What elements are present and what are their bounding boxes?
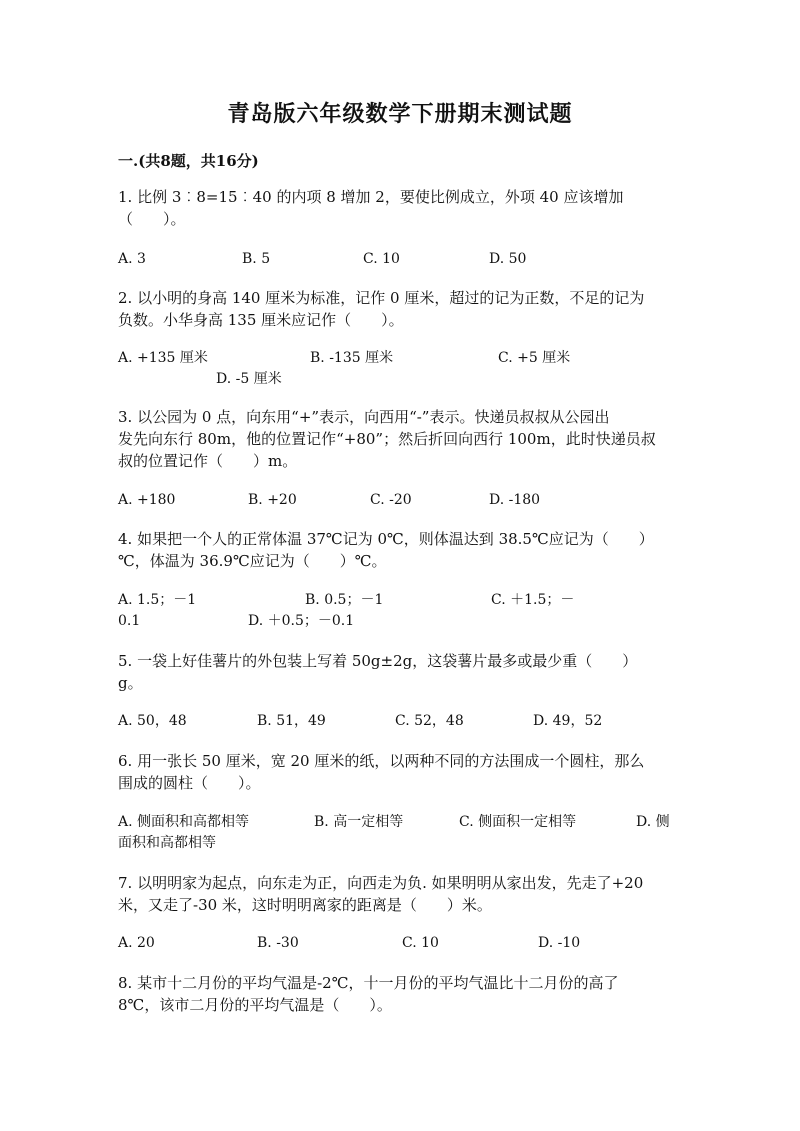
question-4-line-2: ℃，体温为 36.9℃应记为（ ）℃。 [118, 552, 387, 570]
question-7-line-2: 米，又走了-30 米，这时明明离家的距离是（ ）米。 [118, 896, 492, 914]
question-3 [118, 406, 678, 472]
question-3-line-2: 发先向东行 80m，他的位置记作“+80”；然后折回向西行 100m，此时快递员叔 [118, 430, 656, 448]
q5-option-a[interactable]: A. 50，48 [118, 713, 187, 729]
page-title: 青岛版六年级数学下册期末测试题 [227, 101, 573, 127]
q1-option-b[interactable]: B. 5 [242, 251, 271, 267]
question-7 [118, 872, 678, 916]
question-3-line-1: 3. 以公园为 0 点，向东用“+”表示，向西用“-”表示。快递员叔叔从公园出 [118, 408, 610, 426]
question-2-line-2: 负数。小华身高 135 厘米应记作（ ）。 [118, 311, 404, 329]
question-5-line-1: 5. 一袋上好佳薯片的外包装上写着 50g±2g，这袋薯片最多或最少重（ ） [118, 652, 638, 670]
q2-option-c[interactable]: C. +5 厘米 [498, 350, 571, 366]
q4-option-c[interactable]: C. ＋1.5；－ [491, 592, 575, 608]
question-2 [118, 287, 678, 331]
q5-option-c[interactable]: C. 52，48 [395, 713, 464, 729]
q7-option-b[interactable]: B. -30 [257, 935, 299, 951]
q1-option-a[interactable]: A. 3 [118, 251, 146, 267]
q6-option-a[interactable]: A. 侧面积和高都相等 [118, 814, 250, 830]
q3-option-d[interactable]: D. -180 [489, 492, 541, 508]
question-1-line-1: 1. 比例 3︰8=15︰40 的内项 8 增加 2，要使比例成立，外项 40 应该增加 [118, 188, 624, 206]
question-1 [118, 186, 678, 230]
question-4 [118, 528, 678, 572]
q4-option-b[interactable]: B. 0.5；－1 [305, 592, 384, 608]
question-8 [118, 972, 678, 1016]
question-6-line-2: 围成的圆柱（ ）。 [118, 774, 261, 792]
question-6 [118, 750, 678, 794]
q5-option-d[interactable]: D. 49，52 [533, 713, 603, 729]
question-5-line-2: g。 [118, 674, 143, 692]
section-heading: 一.(共8题，共16分) [118, 152, 259, 170]
question-8-line-2: 8℃，该市二月份的平均气温是（ ）。 [118, 996, 392, 1014]
q5-option-b[interactable]: B. 51，49 [257, 713, 326, 729]
question-6-line-1: 6. 用一张长 50 厘米，宽 20 厘米的纸，以两种不同的方法围成一个圆柱，那么 [118, 752, 645, 770]
q7-option-c[interactable]: C. 10 [402, 935, 439, 951]
q1-option-d[interactable]: D. 50 [489, 251, 527, 267]
q6-option-b[interactable]: B. 高一定相等 [314, 814, 404, 830]
q6-option-d-cont: 面积和高都相等 [118, 835, 216, 851]
question-2-line-1: 2. 以小明的身高 140 厘米为标准，记作 0 厘米，超过的记为正数，不足的记为 [118, 289, 645, 307]
q6-option-d[interactable]: D. 侧 [636, 814, 670, 830]
question-1-line-2: （ ）。 [118, 210, 186, 228]
q4-option-a[interactable]: A. 1.5；－1 [118, 592, 197, 608]
q7-option-d[interactable]: D. -10 [538, 935, 581, 951]
q3-option-c[interactable]: C. -20 [370, 492, 412, 508]
q2-option-b[interactable]: B. -135 厘米 [310, 350, 394, 366]
q6-option-c[interactable]: C. 侧面积一定相等 [459, 814, 577, 830]
question-3-line-3: 叔的位置记作（ ）m。 [118, 452, 298, 470]
q7-option-a[interactable]: A. 20 [118, 935, 155, 951]
question-7-line-1: 7. 以明明家为起点，向东走为正，向西走为负. 如果明明从家出发，先走了+20 [118, 874, 644, 892]
q2-option-a[interactable]: A. +135 厘米 [118, 350, 208, 366]
question-4-line-1: 4. 如果把一个人的正常体温 37℃记为 0℃，则体温达到 38.5℃应记为（ ） [118, 530, 654, 548]
q3-option-b[interactable]: B. +20 [248, 492, 297, 508]
question-8-line-1: 8. 某市十二月份的平均气温是-2℃，十一月份的平均气温比十二月份的高了 [118, 974, 619, 992]
q1-option-c[interactable]: C. 10 [363, 251, 400, 267]
q4-option-c-cont: 0.1 [118, 613, 141, 629]
q3-option-a[interactable]: A. +180 [118, 492, 176, 508]
q2-option-d[interactable]: D. -5 厘米 [216, 371, 282, 387]
q4-option-d[interactable]: D. ＋0.5；－0.1 [248, 613, 355, 629]
question-5 [118, 650, 678, 694]
